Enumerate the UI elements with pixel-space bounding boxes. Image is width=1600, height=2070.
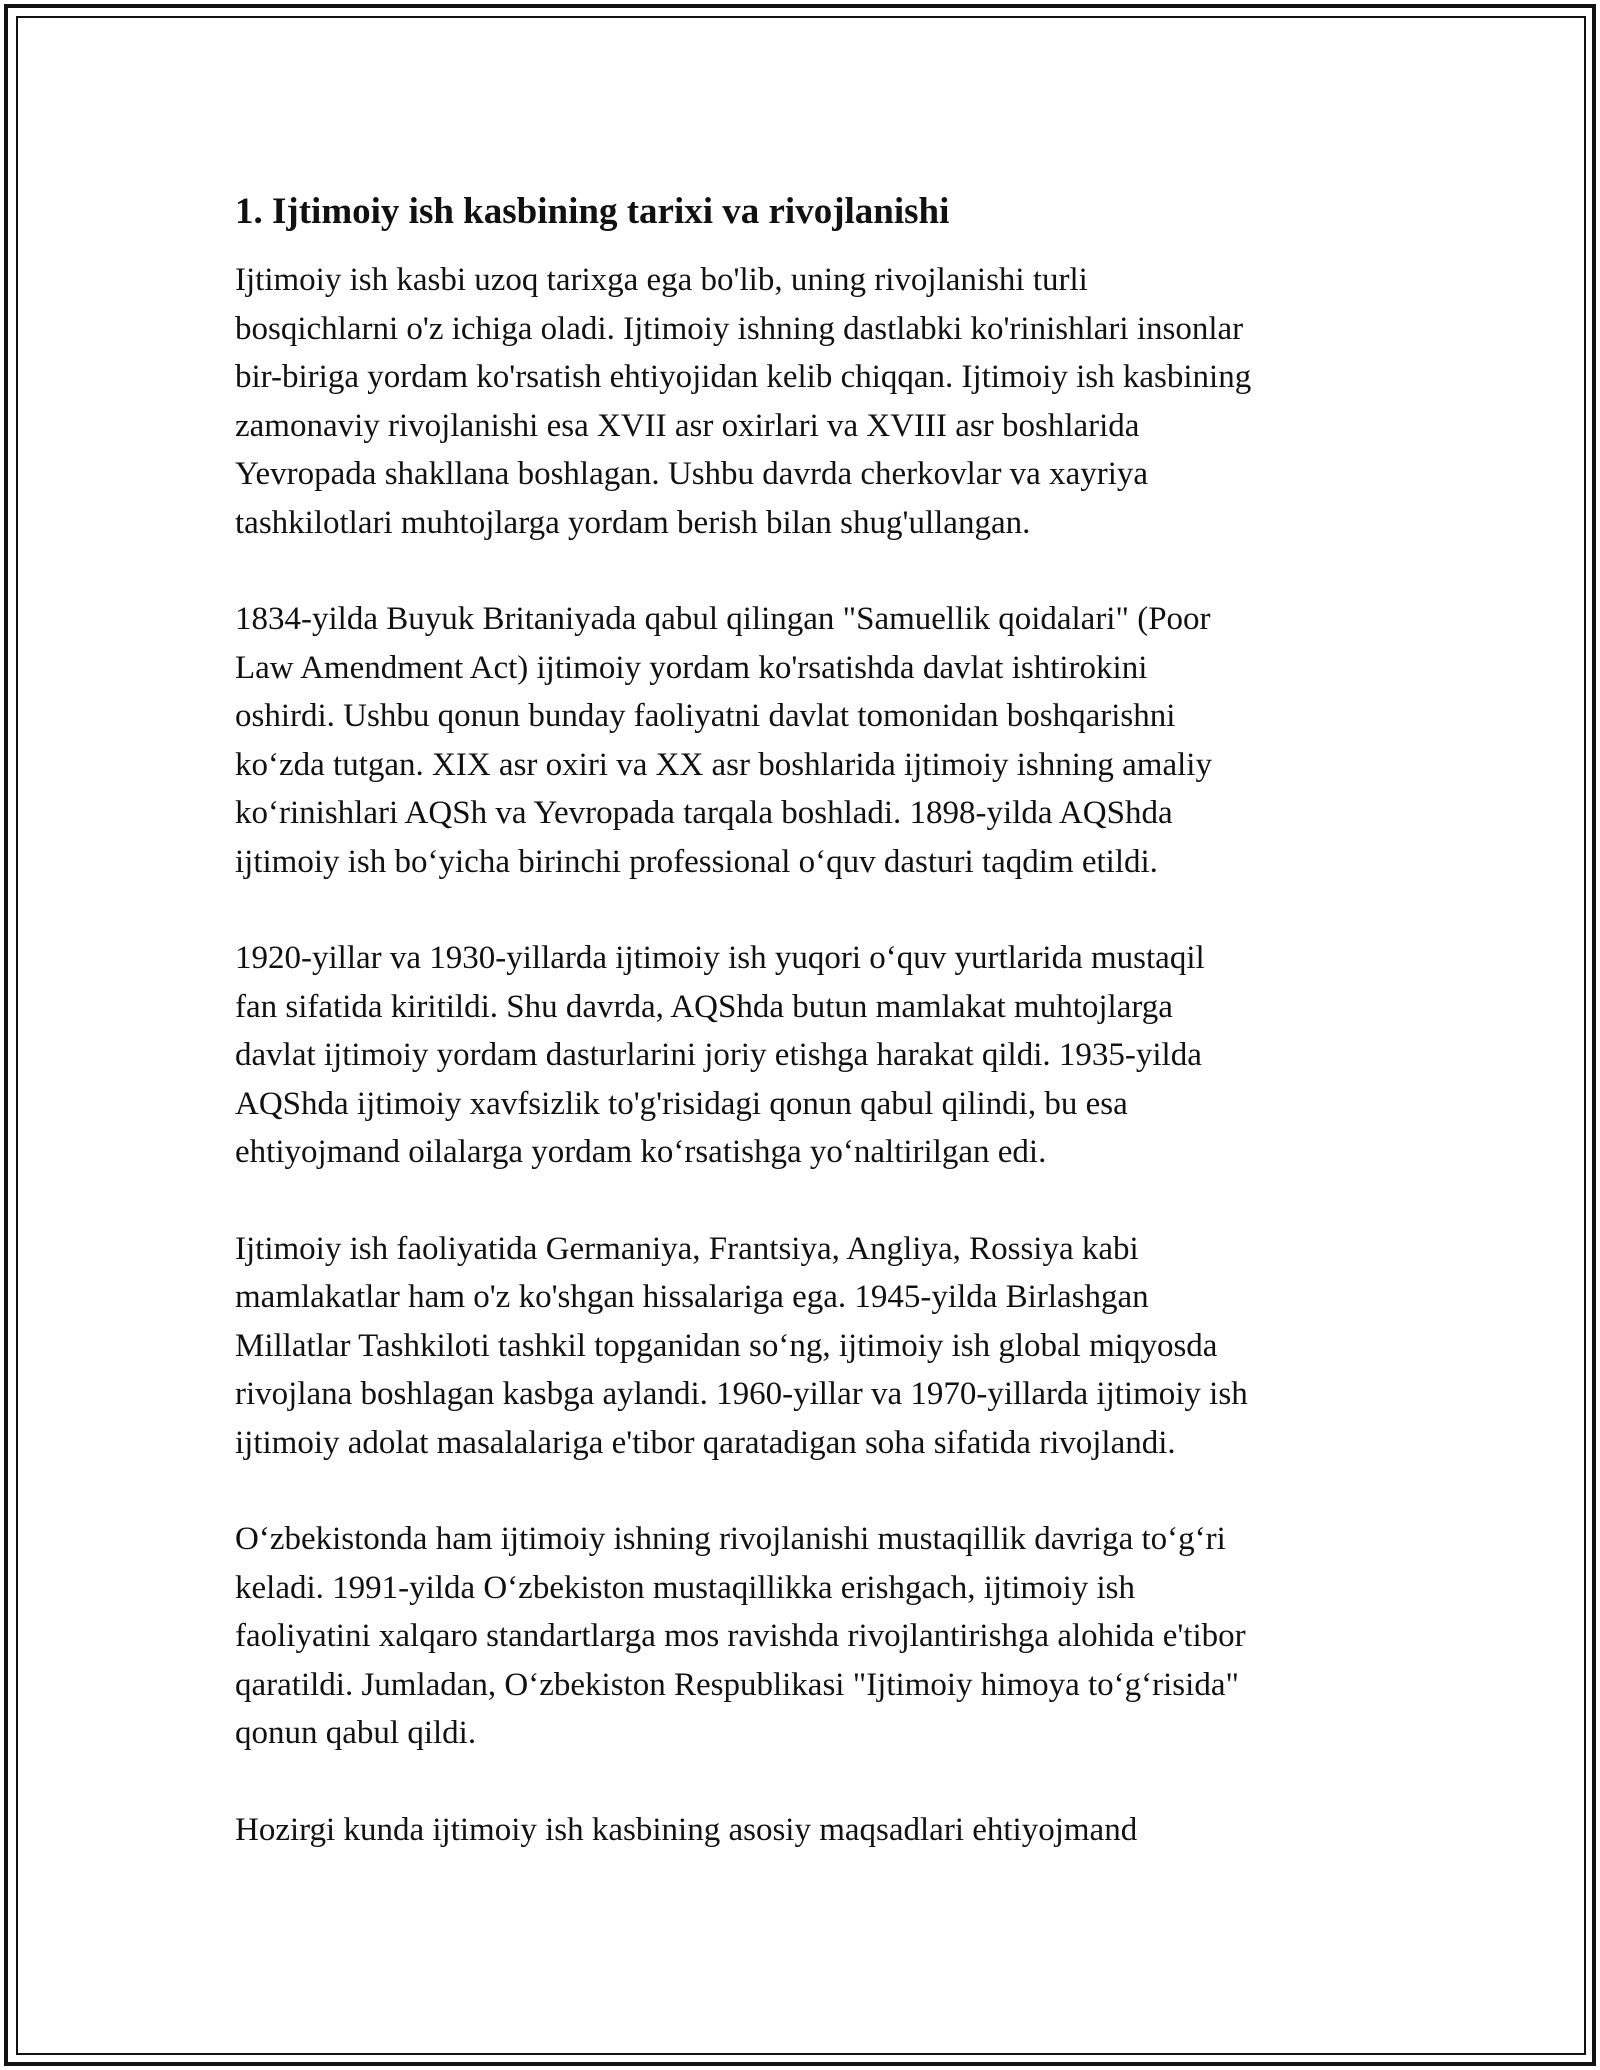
text-line: davlat ijtimoiy yordam dasturlarini joriy etishga harakat qildi. 1935-yilda [235, 1037, 1202, 1073]
text-line: Law Amendment Act) ijtimoiy yordam ko'rsatishda davlat ishtirokini [235, 649, 1148, 686]
text-line: Oʻzbekistonda ham ijtimoiy ishning rivojlanishi mustaqillik davriga toʻgʻri [235, 1521, 1226, 1557]
paragraph-3 [235, 934, 1385, 1177]
text-line: keladi. 1991-yilda Oʻzbekiston mustaqillikka erishgach, ijtimoiy ish [235, 1569, 1136, 1606]
text-line: qaratildi. Jumladan, Oʻzbekiston Respublikasi "Ijtimoiy himoya toʻgʻrisida" [235, 1666, 1239, 1703]
text-line: mamlakatlar ham o'z ko'shgan hissalariga ega. 1945-yilda Birlashgan [235, 1279, 1149, 1315]
text-line: Yevropada shakllana boshlagan. Ushbu davrda cherkovlar va xayriya [235, 456, 1149, 492]
text-line: Hozirgi kunda ijtimoiy ish kasbining asosiy maqsadlari ehtiyojmand [235, 1811, 1138, 1848]
text-line: fan sifatida kiritildi. Shu davrda, AQShda butun mamlakat muhtojlarga [235, 988, 1173, 1025]
text-line: koʻrinishlari AQSh va Yevropada tarqala boshladi. 1898-yilda AQShda [235, 795, 1173, 831]
text-line: faoliyatini xalqaro standartlarga mos ravishda rivojlantirishga alohida e'tibor [235, 1618, 1246, 1654]
text-line: 1834-yilda Buyuk Britaniyada qabul qilingan "Samuellik qoidalari" (Poor [235, 601, 1211, 637]
paragraph-4 [235, 1225, 1385, 1468]
paragraph-2 [235, 595, 1385, 886]
text-line: koʻzda tutgan. XIX asr oxiri va XX asr boshlarida ijtimoiy ishning amaliy [235, 746, 1212, 783]
section-heading: 1. Ijtimoiy ish kasbining tarixi va rivojlanishi [235, 191, 950, 232]
text-line: bosqichlarni o'z ichiga oladi. Ijtimoiy ishning dastlabki ko'rinishlari insonlar [235, 310, 1244, 347]
text-line: ehtiyojmand oilalarga yordam koʻrsatishga yoʻnaltirilgan edi. [235, 1134, 1047, 1170]
text-line: Ijtimoiy ish kasbi uzoq tarixga ega bo'lib, uning rivojlanishi turli [235, 262, 1088, 298]
text-line: ijtimoiy adolat masalalariga e'tibor qaratadigan soha sifatida rivojlandi. [235, 1424, 1176, 1461]
text-line: ijtimoiy ish boʻyicha birinchi professional oʻquv dasturi taqdim etildi. [235, 843, 1158, 880]
text-line: bir-biriga yordam ko'rsatish ehtiyojidan kelib chiqqan. Ijtimoiy ish kasbining [235, 359, 1252, 395]
text-line: AQShda ijtimoiy xavfsizlik to'g'risidagi qonun qabul qilindi, bu esa [235, 1085, 1128, 1122]
text-line: zamonaviy rivojlanishi esa XVII asr oxirlari va XVIII asr boshlarida [235, 407, 1140, 444]
text-line: 1920-yillar va 1930-yillarda ijtimoiy ish yuqori oʻquv yurtlarida mustaqil [235, 940, 1205, 976]
paragraph-6 [235, 1806, 1385, 1855]
text-line: Millatlar Tashkiloti tashkil topganidan soʻng, ijtimoiy ish global miqyosda [235, 1327, 1218, 1364]
document-body [235, 188, 1385, 1902]
paragraph-1 [235, 256, 1385, 547]
text-line: Ijtimoiy ish faoliyatida Germaniya, Frantsiya, Angliya, Rossiya kabi [235, 1230, 1139, 1267]
text-line: tashkilotlari muhtojlarga yordam berish bilan shug'ullangan. [235, 504, 1031, 541]
text-line: oshirdi. Ushbu qonun bunday faoliyatni davlat tomonidan boshqarishni [235, 698, 1176, 734]
text-line: rivojlana boshlagan kasbga aylandi. 1960-yillar va 1970-yillarda ijtimoiy ish [235, 1376, 1248, 1412]
text-line: qonun qabul qildi. [235, 1715, 477, 1751]
paragraph-5 [235, 1515, 1385, 1758]
